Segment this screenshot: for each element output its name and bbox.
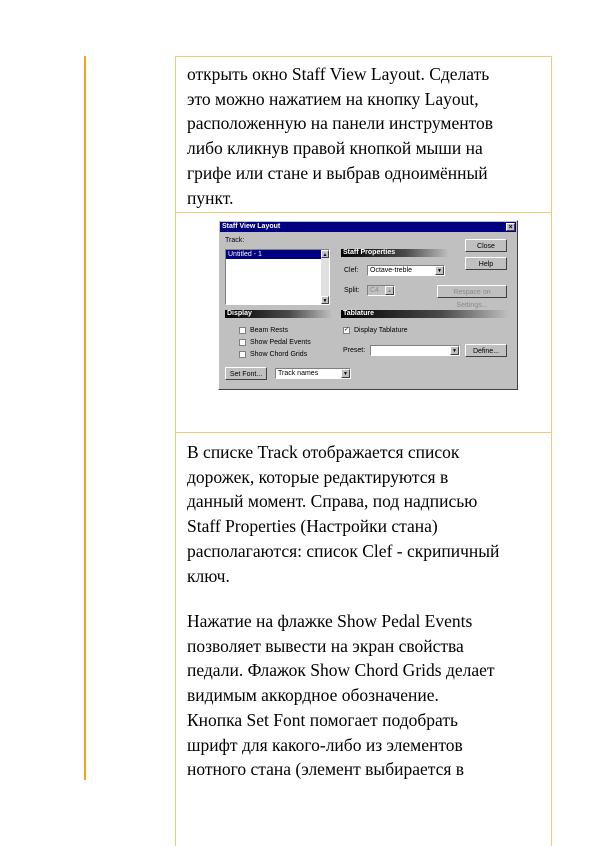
close-icon[interactable]: ×: [506, 223, 515, 231]
chevron-down-icon[interactable]: ▼: [435, 266, 444, 275]
chevron-down-icon[interactable]: ▼: [450, 346, 459, 355]
display-tablature-checkbox[interactable]: [343, 327, 350, 334]
tablature-header: Tablature: [341, 310, 509, 318]
track-label: Track:: [225, 237, 245, 244]
scroll-down-icon[interactable]: ▼: [322, 298, 328, 304]
check-mark-icon: ✓: [344, 327, 350, 333]
split-label: Split:: [344, 287, 360, 294]
section-divider: [176, 432, 551, 433]
show-chord-grids-label: Show Chord Grids: [250, 351, 308, 358]
preset-select[interactable]: [370, 345, 460, 356]
clef-value: Octave-treble: [370, 267, 413, 274]
respace-on-settings-button[interactable]: Respace on Settings...: [437, 285, 507, 298]
track-list-scrollbar[interactable]: [321, 250, 329, 304]
staff-properties-header: Staff Properties: [341, 249, 449, 257]
font-target-select[interactable]: [275, 368, 351, 379]
beam-rests-checkbox[interactable]: [239, 327, 246, 334]
dialog-title: Staff View Layout: [222, 223, 281, 230]
clef-label: Clef:: [344, 267, 359, 274]
paragraph-track-list: В списке Track отображается список дорожек, которые редактируются в данный момент. Справа, под надписью Staff Properties (Настройки стана) располагаются: список Clef - скрипичный ключ.: [187, 442, 500, 586]
define-button[interactable]: Define...: [465, 344, 507, 357]
show-pedal-events-label: Show Pedal Events: [250, 339, 311, 346]
split-stepper[interactable]: [367, 285, 395, 296]
font-target-value: Track names: [278, 370, 319, 377]
split-value: C4: [370, 287, 379, 294]
dialog-titlebar: [220, 222, 516, 232]
paragraph-checkboxes: Нажатие на флажке Show Pedal Events позволяет вывести на экран свойства педали. Флажок Show Chord Grids делает видимым аккордное обозначение. Кнопка Set Font помогает подобрать шрифт для какого-либо из элементов нотного стана (элемент выбирается в: [187, 611, 495, 780]
close-button[interactable]: Close: [465, 239, 507, 252]
track-list-item[interactable]: Untitled - 1: [226, 250, 323, 259]
chevron-down-icon[interactable]: ▼: [341, 369, 350, 378]
left-margin-rule: [84, 56, 86, 780]
staff-view-layout-dialog: [218, 220, 518, 390]
clef-select[interactable]: [367, 265, 445, 276]
beam-rests-label: Beam Rests: [250, 327, 289, 334]
section-divider: [176, 212, 551, 213]
display-tablature-label: Display Tablature: [354, 327, 408, 334]
track-list[interactable]: [225, 249, 330, 305]
scroll-up-icon[interactable]: ▲: [322, 252, 328, 258]
paragraph-intro: открыть окно Staff View Layout. Сделать это можно нажатием на кнопку Layout, расположенную на панели инструментов либо кликнув правой кнопкой мыши на грифе или стане и выбрав одноимённый пункт.: [187, 64, 494, 208]
show-pedal-events-checkbox[interactable]: [239, 339, 246, 346]
set-font-button[interactable]: Set Font...: [225, 367, 267, 380]
help-button[interactable]: Help: [465, 257, 507, 270]
stepper-arrows-icon[interactable]: ▲: [385, 286, 394, 295]
display-header: Display: [225, 310, 332, 318]
show-chord-grids-checkbox[interactable]: [239, 351, 246, 358]
preset-label: Preset:: [343, 347, 366, 354]
